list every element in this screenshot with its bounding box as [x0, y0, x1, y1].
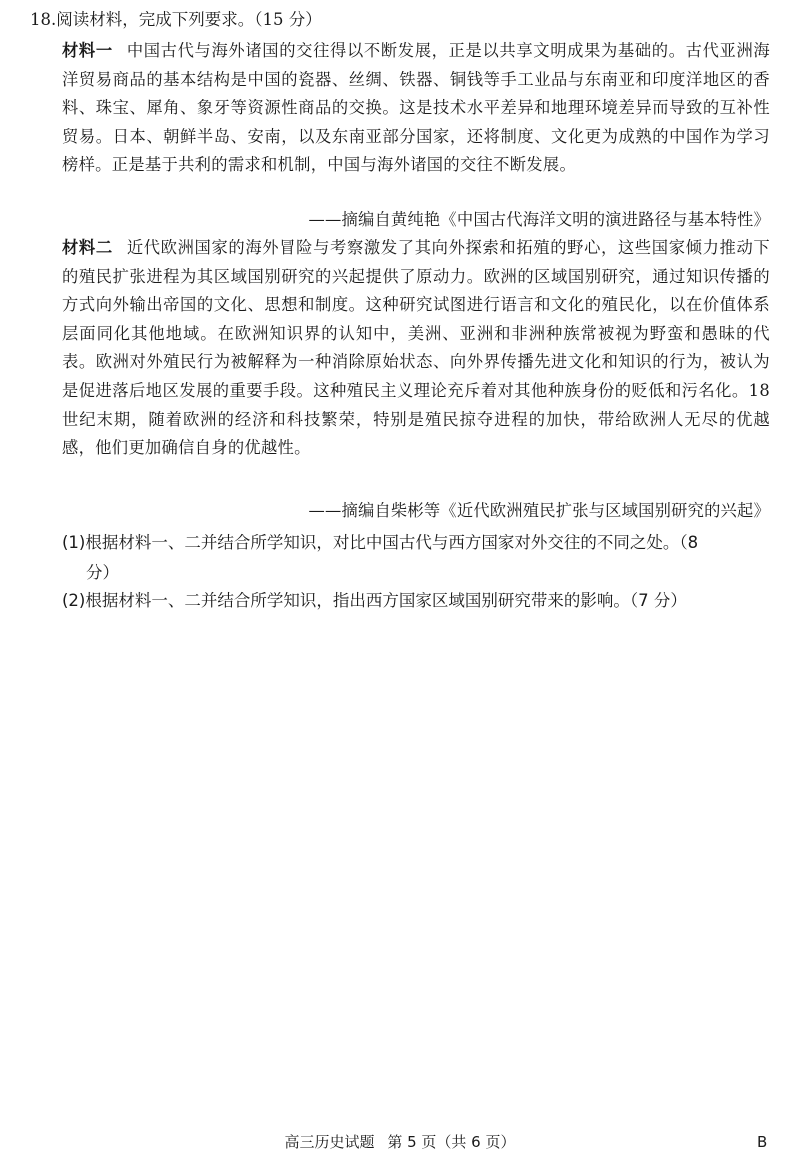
paper-version: B — [757, 1133, 768, 1151]
material-one-label: 材料一 — [62, 41, 113, 60]
page-number: 第 5 页（共 6 页） — [387, 1133, 516, 1151]
question-title: 18.阅读材料，完成下列要求。（15 分） — [30, 10, 322, 29]
material-two-label: 材料二 — [62, 238, 113, 257]
material-two-source: ——摘编自柴彬等《近代欧洲殖民扩张与区域国别研究的兴起》 — [308, 501, 770, 520]
material-two — [62, 234, 770, 463]
sub-question-1-line-2: 分） — [86, 563, 119, 582]
material-two-text: 近代欧洲国家的海外冒险与考察激发了其向外探索和拓殖的野心，这些国家倾力推动下的殖民扩张进程为其区域国别研究的兴起提供了原动力。欧洲的区域国别研究，通过知识传播的方式向外输出帝国的文化、思想和制度。这种研究试图进行语言和文化的殖民化，以在价值体系层面同化其他地域。在欧洲知识界的认知中，美洲、亚洲和非洲种族常被视为野蛮和愚昧的代表。欧洲对外殖民行为被解释为一种消除原始状态、向外界传播先进文化和知识的行为，被认为是促进落后地区发展的重要手段。这种殖民主义理论充斥着对其他种族身份的贬低和污名化。18 世纪末期，随着欧洲的经济和科技繁荣，特别是殖民掠夺进程的加快，带给欧洲人无尽的优越感，他们更加确信自身的优越性。 — [62, 238, 770, 458]
sub-question-1 — [62, 528, 774, 588]
exam-name: 高三历史试题 — [284, 1133, 375, 1151]
material-one-text: 中国古代与海外诸国的交往得以不断发展，正是以共享文明成果为基础的。古代亚洲海洋贸易商品的基本结构是中国的瓷器、丝绸、铁器、铜钱等手工业品与东南亚和印度洋地区的香料、珠宝、犀角、象牙等资源性商品的交换。这是技术水平差异和地理环境差异而导致的互补性贸易。日本、朝鲜半岛、安南，以及东南亚部分国家，还将制度、文化更为成熟的中国作为学习榜样。正是基于共利的需求和机制，中国与海外诸国的交往不断发展。 — [62, 41, 770, 175]
material-one — [62, 37, 770, 180]
sub-question-1-line-1: (1)根据材料一、二并结合所学知识，对比中国古代与西方国家对外交往的不同之处。（8 — [62, 533, 699, 552]
page-footer — [0, 1131, 800, 1153]
sub-question-2: (2)根据材料一、二并结合所学知识，指出西方国家区域国别研究带来的影响。（7 分） — [62, 591, 687, 610]
material-one-source: ——摘编自黄纯艳《中国古代海洋文明的演进路径与基本特性》 — [308, 210, 770, 229]
